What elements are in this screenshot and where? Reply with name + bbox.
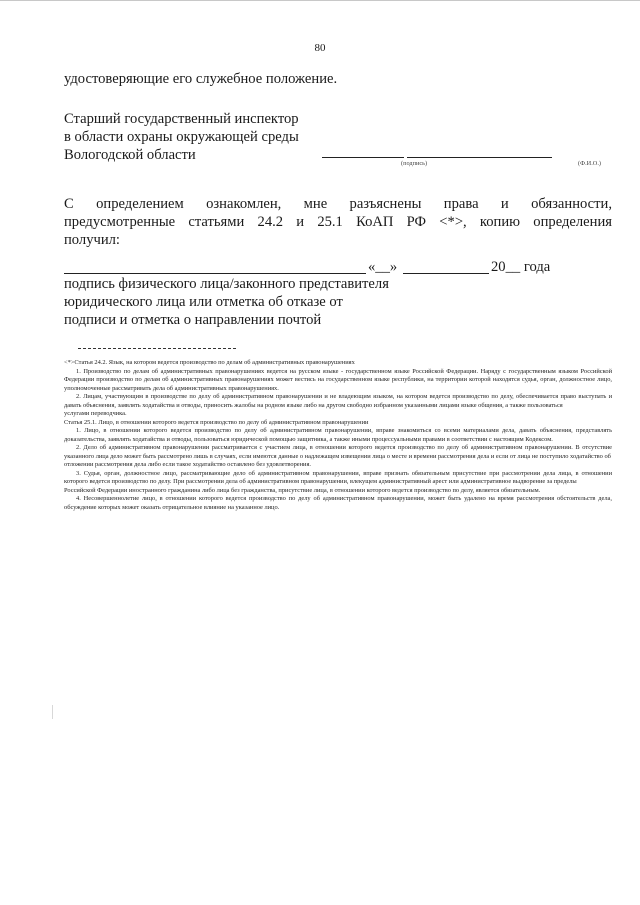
acknowledgement-line1: С определением ознакомлен, мне разъяснены права и обязанности, (64, 196, 612, 212)
signature-line (322, 157, 404, 158)
footnote-25-1-part2: 2. Дело об административном правонарушении рассматривается с участием лица, в отношении которого ведется производство по делу об административном правонарушении. В отсутствие указанного лица дело может быть рассмотрено лишь в случаях, если имеются данные о надлежащем извещении лица о месте и времени рассмотрения дела и если от лица не поступило ходатайство об (64, 444, 612, 460)
footnote-24-2-part2: 2. Лицам, участвующим в производстве по делу об административном правонарушении и не владеющим языком, на котором ведется производство по делу, обеспечивается право выступать и давать объяснения, заявлять ходатайства и отводы, приносить жалобы на родном языке либо на другом свободно избранном указанными лицами языке общения, а также пользоваться (64, 393, 612, 409)
footnote-25-1-part3: 3. Судья, орган, должностное лицо, рассматривающие дело об административном правонарушении, вправе признать обязательным присутствие при рассмотрении дела лица, в отношении которого ведется производство по делу. При рассмотрении дела об административном правонарушении, влекущем административный арест или административное выдворение за пределы (64, 469, 612, 485)
recipient-caption-line3: подписи и отметка о направлении почтой (64, 312, 322, 328)
footnote-25-1-part2-end: отложении рассмотрения дела либо если такое ходатайство оставлено без удовлетворения. (64, 461, 311, 468)
name-caption: (Ф.И.О.) (578, 160, 601, 167)
recipient-caption-line2: юридического лица или отметка об отказе от (64, 294, 343, 310)
name-line (407, 157, 552, 158)
inspector-title-line3: Вологодской области (64, 147, 196, 163)
footnote-separator (78, 348, 236, 349)
inspector-title-line2: в области охраны окружающей среды (64, 129, 299, 145)
acknowledgement-line3: получил: (64, 232, 120, 248)
footnote-article-25-1-title: Статья 25.1. Лицо, в отношении которого ведется производство по делу об административном правонарушении (64, 418, 369, 426)
footnote-25-1-part1: 1. Лицо, в отношении которого ведется производство по делу об административном правонарушении, вправе знакомиться со всеми материалами дела, давать объяснения, представлять доказательства, заявлять ходатайства и отводы, пользоваться юридической помощью защитника, а также иными процессуальными правами в соответствии с настоящим Кодексом. (64, 427, 612, 443)
footnote-25-1-part4: 4. Несовершеннолетие лицо, в отношении которого ведется производство по делу об административном правонарушении, может быть удалено на время рассмотрения обстоятельств дела, обсуждение которых может оказать отрицательное влияние на указанное лицо. (64, 495, 612, 511)
inspector-title-line1: Старший государственный инспектор (64, 111, 299, 127)
signature-caption: (подпись) (401, 160, 428, 167)
date-day: «__» (368, 259, 398, 275)
acknowledgement-line2: предусмотренные статьями 24.2 и 25.1 КоАП РФ <*>, копию определения (64, 214, 612, 230)
footnote-24-2-part1: 1. Производство по делам об административных правонарушениях ведется на русском языке - государственном языке Российской Федерации. Наряду с государственным языком Российской Федерации производство по делам об административных правонарушениях может вестись на государственном языке республики, на территории которой находятся судья, орган, должностное лицо, уполномоченные рассматривать дела об административных правонарушениях. (64, 367, 612, 392)
page-top-border (0, 0, 640, 1)
footnote-article-24-2-title: <*>Статья 24.2. Язык, на котором ведется производство по делам об административных правонарушениях (64, 359, 355, 366)
footnote-24-2-part2-end: услугами переводчика. (64, 410, 127, 417)
scan-artifact (52, 705, 53, 719)
recipient-caption-line1: подпись физического лица/законного представителя (64, 276, 389, 292)
page-number: 80 (314, 42, 326, 54)
footnote-25-1-part3-end: Российской Федерации иностранного гражданина либо лица без гражданства, присутствие лица, в отношении которого ведется производство по делу, является обязательным. (64, 486, 541, 494)
header-line: удостоверяющие его служебное положение. (64, 71, 338, 87)
footnote-block (64, 359, 612, 512)
recipient-signature-line (64, 273, 366, 274)
date-year: 20__ года (491, 259, 551, 275)
date-month-line (403, 273, 489, 274)
